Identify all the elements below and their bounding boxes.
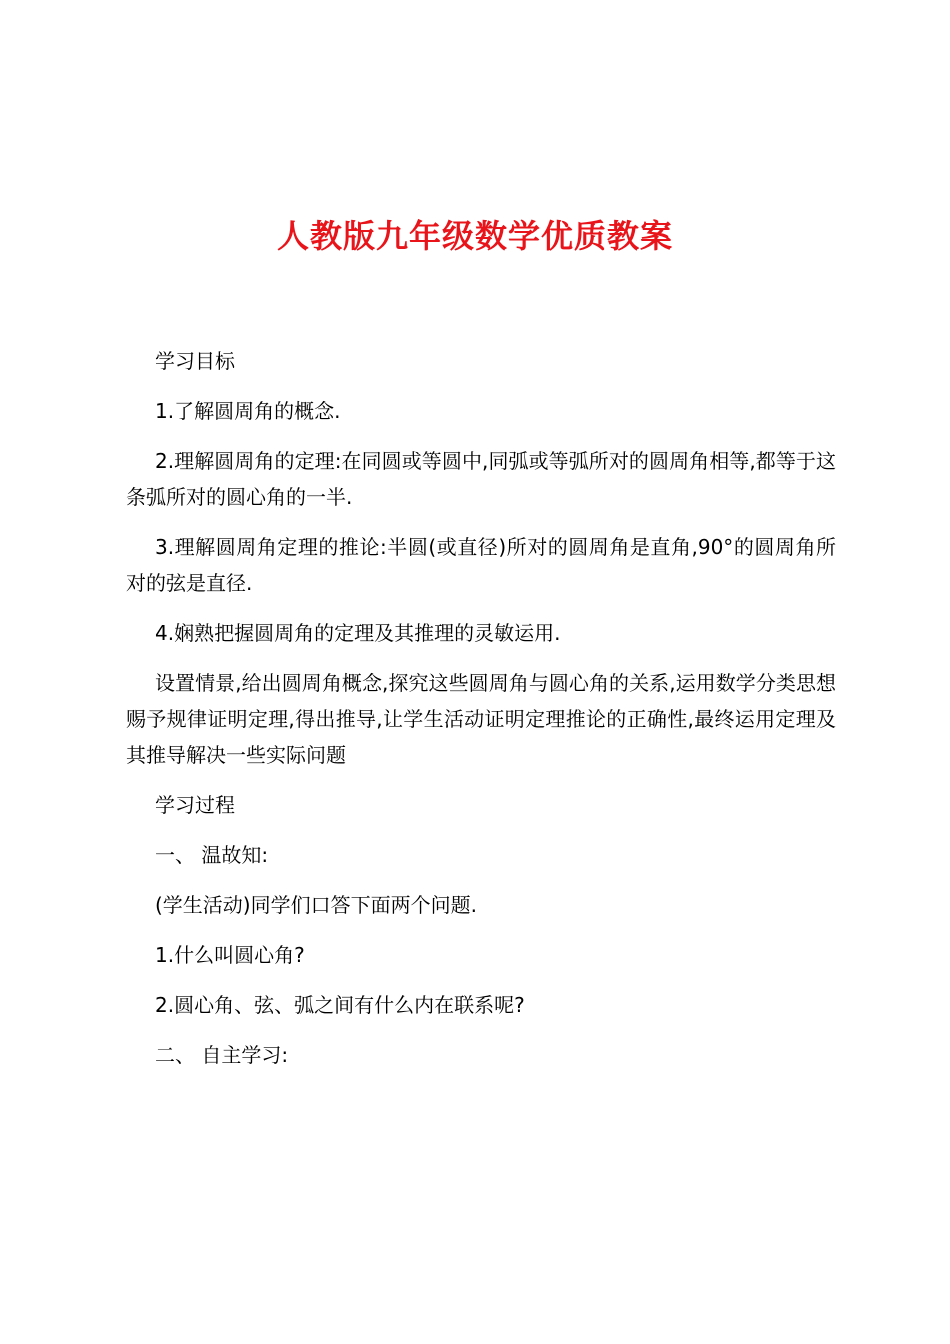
- goal-item-4: 4.娴熟把握圆周角的定理及其推理的灵敏运用.: [155, 621, 561, 645]
- question-1: 1.什么叫圆心角?: [155, 943, 305, 967]
- student-activity-line: (学生活动)同学们口答下面两个问题.: [155, 893, 477, 917]
- section-heading-learning-goals: 学习目标: [155, 349, 235, 373]
- step-review-heading: 一、 温故知:: [155, 843, 269, 867]
- document-body: [126, 343, 836, 1087]
- goal-item-2: 2.理解圆周角的定理:在同圆或等圆中,同弧或等弧所对的圆周角相等,都等于这条弧所对的圆心角的一半.: [126, 449, 836, 509]
- goal-item-1: 1.了解圆周角的概念.: [155, 399, 341, 423]
- teaching-design-paragraph: 设置情景,给出圆周角概念,探究这些圆周角与圆心角的关系,运用数学分类思想赐予规律证明定理,得出推导,让学生活动证明定理推论的正确性,最终运用定理及其推导解决一些实际问题: [126, 671, 836, 767]
- goal-item-3: 3.理解圆周角定理的推论:半圆(或直径)所对的圆周角是直角,90°的圆周角所对的弦是直径.: [126, 535, 836, 595]
- question-2: 2.圆心角、弦、弧之间有什么内在联系呢?: [155, 993, 525, 1017]
- step-self-study-heading: 二、 自主学习:: [155, 1043, 289, 1067]
- section-heading-learning-process: 学习过程: [155, 793, 235, 817]
- document-title: 人教版九年级数学优质教案: [276, 217, 673, 255]
